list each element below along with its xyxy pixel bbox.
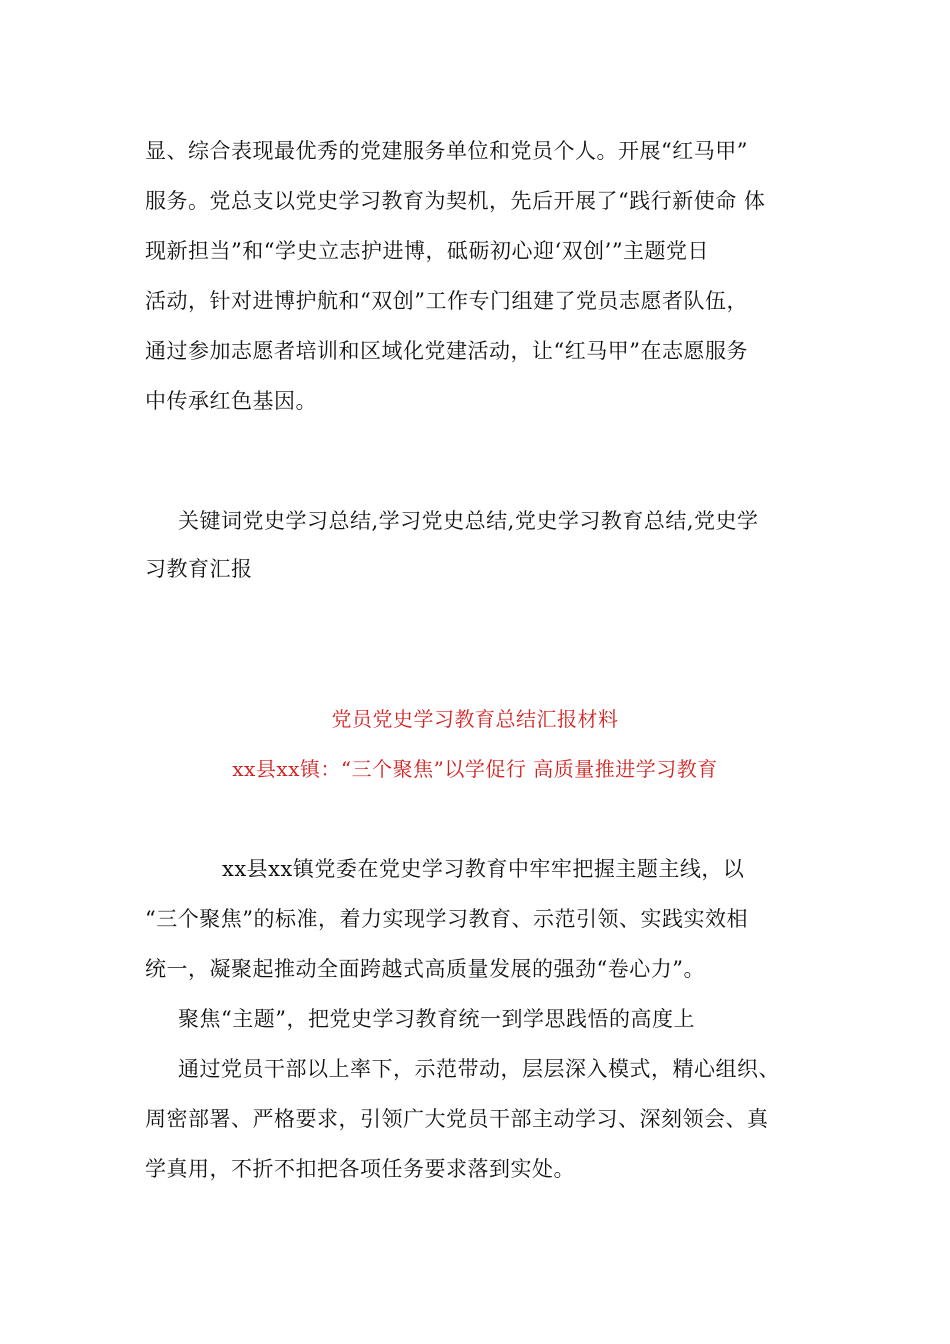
- paragraph-line: 活动，针对进博护航和“双创”工作专门组建了党员志愿者队伍，: [145, 289, 748, 313]
- document-title: 党员党史学习教育总结汇报材料: [331, 707, 619, 731]
- paragraph-line: 现新担当”和“学史立志护进博，砥砺初心迎‘双创’”主题党日: [145, 239, 710, 263]
- paragraph-line: xx县xx镇党委在党史学习教育中牢牢把握主题主线，以: [222, 857, 745, 881]
- keywords-line: 习教育汇报: [145, 557, 253, 581]
- paragraph-line: 通过党员干部以上率下，示范带动，层层深入模式，精心组织、: [178, 1057, 780, 1081]
- document-subtitle: xx县xx镇：“三个聚焦”以学促行 高质量推进学习教育: [232, 757, 718, 781]
- paragraph-line: “三个聚焦”的标准，着力实现学习教育、示范引领、实践实效相: [145, 907, 748, 931]
- paragraph-line: 周密部署、严格要求，引领广大党员干部主动学习、深刻领会、真: [145, 1107, 769, 1131]
- paragraph-line: 中传承红色基因。: [145, 389, 317, 413]
- section-heading: 聚焦“主题”，把党史学习教育统一到学思践悟的高度上: [178, 1007, 695, 1031]
- paragraph-line: 显、综合表现最优秀的党建服务单位和党员个人。开展“红马甲”: [145, 139, 748, 163]
- paragraph-line: 服务。党总支以党史学习教育为契机，先后开展了“践行新使命 体: [145, 189, 766, 213]
- paragraph-line: 统一，凝聚起推动全面跨越式高质量发展的强劲“卷心力”。: [145, 957, 705, 981]
- keywords-line: 关键词党史学习总结,学习党史总结,党史学习教育总结,党史学: [178, 509, 759, 533]
- paragraph-line: 通过参加志愿者培训和区域化党建活动，让“红马甲”在志愿服务: [145, 339, 748, 363]
- paragraph-line: 学真用，不折不扣把各项任务要求落到实处。: [145, 1157, 575, 1181]
